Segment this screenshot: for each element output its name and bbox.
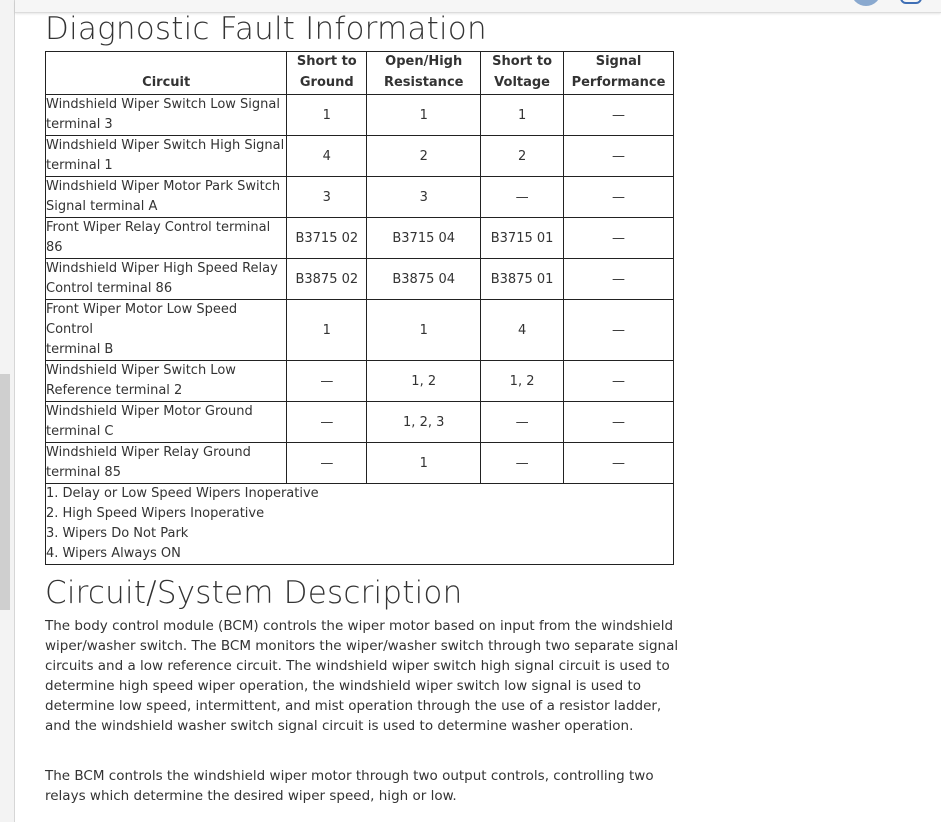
circuit-cell: Windshield Wiper Switch Low Signal terminal 3 (46, 95, 287, 136)
short-ground-cell: — (287, 361, 367, 402)
signal-performance-cell: — (564, 95, 674, 136)
table-row (46, 361, 674, 402)
circuit-cell: Windshield Wiper Switch Low Reference terminal 2 (46, 361, 287, 402)
table-notes-row (46, 484, 674, 565)
open-high-cell: 1, 2 (367, 361, 481, 402)
left-scrollbar-thumb[interactable] (0, 374, 10, 610)
short-voltage-cell: 2 (481, 136, 564, 177)
short-ground-cell: 4 (287, 136, 367, 177)
user-avatar-icon[interactable] (851, 0, 881, 6)
table-notes (46, 484, 674, 565)
document-icon[interactable] (900, 0, 922, 4)
note-item: 3. Wipers Do Not Park (46, 526, 189, 541)
header-circuit: Circuit (46, 52, 287, 95)
header-signal-performance: Signal Performance (564, 52, 674, 95)
short-voltage-cell: 1 (481, 95, 564, 136)
short-voltage-cell: — (481, 177, 564, 218)
note-item: 1. Delay or Low Speed Wipers Inoperative (46, 486, 319, 501)
note-item: 2. High Speed Wipers Inoperative (46, 506, 265, 521)
short-ground-cell: 3 (287, 177, 367, 218)
signal-performance-cell: — (564, 361, 674, 402)
header-short-ground: Short to Ground (287, 52, 367, 95)
open-high-cell: 1 (367, 95, 481, 136)
short-ground-cell: — (287, 402, 367, 443)
signal-performance-cell: — (564, 177, 674, 218)
short-voltage-cell: 1, 2 (481, 361, 564, 402)
short-ground-cell: 1 (287, 300, 367, 361)
table-row (46, 443, 674, 484)
signal-performance-cell: — (564, 443, 674, 484)
circuit-cell: Front Wiper Relay Control terminal 86 (46, 218, 287, 259)
section-title-diagnostic: Diagnostic Fault Information (45, 11, 487, 47)
short-ground-cell: — (287, 443, 367, 484)
short-voltage-cell: B3715 01 (481, 218, 564, 259)
short-voltage-cell: — (481, 402, 564, 443)
note-item: 4. Wipers Always ON (46, 546, 181, 561)
circuit-cell: Windshield Wiper Relay Ground terminal 85 (46, 443, 287, 484)
header-short-voltage: Short to Voltage (481, 52, 564, 95)
description-paragraph: The BCM controls the windshield wiper motor through two output controls, controlling two relays which determine the desired wiper speed, high or low. (45, 768, 654, 804)
short-voltage-cell: B3875 01 (481, 259, 564, 300)
open-high-cell: B3875 04 (367, 259, 481, 300)
short-ground-cell: 1 (287, 95, 367, 136)
section-title-circuit-description: Circuit/System Description (45, 575, 463, 611)
description-paragraph: The body control module (BCM) controls the wiper motor based on input from the windshield wiper/washer switch. The BCM monitors the wiper/washer switch through two separate signal circuits and a low reference circuit. The windshield wiper switch high signal circuit is used to determine high speed wiper operation, the windshield wiper switch low signal is used to determine low speed, intermittent, and mist operation through the use of a resistor ladder, and the windshield washer switch signal circuit is used to determine washer operation. (45, 618, 679, 734)
table-row (46, 218, 674, 259)
circuit-cell: Windshield Wiper High Speed Relay Control terminal 86 (46, 259, 287, 300)
table-row (46, 402, 674, 443)
open-high-cell: 1, 2, 3 (367, 402, 481, 443)
short-voltage-cell: 4 (481, 300, 564, 361)
short-ground-cell: B3875 02 (287, 259, 367, 300)
table-row (46, 95, 674, 136)
circuit-cell: Windshield Wiper Motor Ground terminal C (46, 402, 287, 443)
signal-performance-cell: — (564, 136, 674, 177)
circuit-cell: Front Wiper Motor Low Speed Control terminal B (46, 300, 287, 361)
open-high-cell: 3 (367, 177, 481, 218)
table-header-row (46, 52, 674, 95)
signal-performance-cell: — (564, 300, 674, 361)
short-voltage-cell: — (481, 443, 564, 484)
signal-performance-cell: — (564, 402, 674, 443)
signal-performance-cell: — (564, 218, 674, 259)
table-row (46, 177, 674, 218)
open-high-cell: 1 (367, 300, 481, 361)
table-row (46, 259, 674, 300)
table-row (46, 136, 674, 177)
header-open-high: Open/High Resistance (367, 52, 481, 95)
table-row (46, 300, 674, 361)
open-high-cell: B3715 04 (367, 218, 481, 259)
signal-performance-cell: — (564, 259, 674, 300)
fault-table (45, 51, 674, 565)
short-ground-cell: B3715 02 (287, 218, 367, 259)
circuit-cell: Windshield Wiper Switch High Signal terminal 1 (46, 136, 287, 177)
circuit-cell: Windshield Wiper Motor Park Switch Signal terminal A (46, 177, 287, 218)
open-high-cell: 2 (367, 136, 481, 177)
open-high-cell: 1 (367, 443, 481, 484)
